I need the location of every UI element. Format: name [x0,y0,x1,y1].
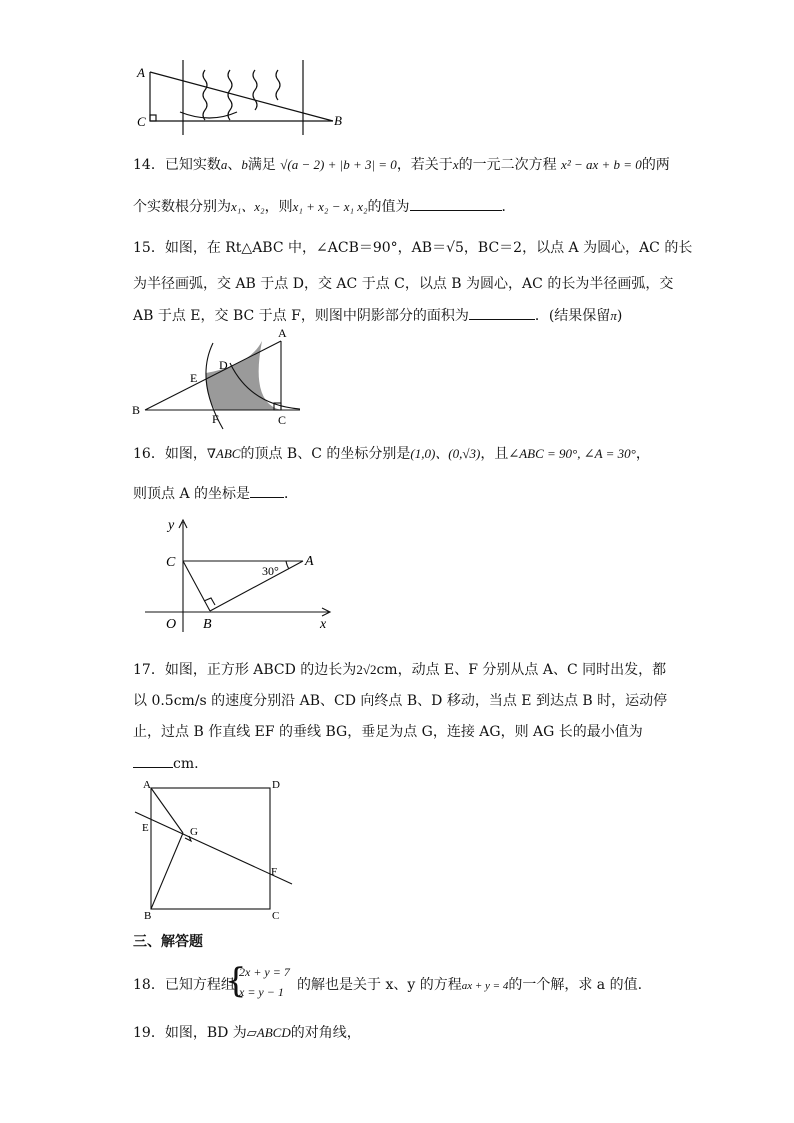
q16-coordinates: (1,0)、(0,√3) [410,446,481,461]
q17-label-d: D [272,779,280,791]
q18-eq1: 2x + y = 7 [239,965,290,979]
q15-label-a: A [278,326,287,340]
q14-line2: 个实数根分别为x₁、x₂，则x₁ + x₂ − x₁ x₂的值为 ． [133,196,516,217]
q16-angle-label: 30° [262,564,279,578]
q16-label-o: O [166,617,177,632]
q17-label-f: F [271,866,278,878]
q17-label-g: G [190,826,198,838]
q15-label-b: B [132,403,141,417]
q15-line2: 为半径画弧，交 AB 于点 D，交 AC 于点 C，以点 B 为圆心，AC 的长为半径画弧，交 [133,276,674,292]
fig13-label-a: A [137,65,145,80]
q16-label-y: y [168,518,175,533]
q17-side-length: 2√2 [356,662,377,677]
q17-label-b: B [144,910,152,922]
q16-label-b: B [203,617,212,632]
q17-label-a: A [143,779,151,791]
q14-condition: √(a − 2) + |b + 3| = 0 [280,157,397,172]
figure-q13 [0,0,794,140]
q15-shaded-region [206,341,281,410]
q14-expression: x₁ + x₂ − x₁ x₂ [292,199,368,214]
fig13-label-b: B [334,113,342,128]
q15-label-e: E [190,371,198,385]
q16-answer-blank[interactable] [250,483,284,498]
q17-answer-blank[interactable] [133,753,173,768]
q17-line1: 17．如图，正方形 ABCD 的边长为2√2cm，动点 E、F 分别从点 A、C 同时出发，都 [133,662,667,678]
q15-answer-blank[interactable] [469,305,535,320]
q16-angles: ∠ABC = 90°, ∠A = 30° [508,446,636,461]
q17-label-c: C [272,910,280,922]
q14-equation: x² − ax + b = 0 [561,157,642,172]
q15-label-c: C [278,413,287,427]
q16-line1: 16．如图，∇ABC的顶点 B、C 的坐标分别是(1,0)、(0,√3)，且∠ABC = 90°, ∠A = 30°， [133,446,650,462]
figure-q16 [0,512,794,642]
q18-line: 18．已知方程组 [133,977,235,993]
q19-line: 19．如图，BD 为▱ABCD的对角线， [133,1025,361,1041]
q18-line-rest: 的解也是关于 x、y 的方程ax + y = 4的一个解，求 a 的值. [297,977,643,993]
q17-label-e: E [142,822,149,834]
q16-line2: 则顶点 A 的坐标是 ． [133,483,298,504]
q15-line1: 15．如图，在 Rt△ABC 中，∠ACB＝90°，AB＝√5，BC＝2，以点 A 为圆心，AC 的长 [133,240,693,256]
fig13-label-c: C [137,114,146,129]
q17-line3: 止，过点 B 作直线 EF 的垂线 BG，垂足为点 G，连接 AG，则 AG 长的最小值为 [133,724,643,740]
q14-line1: 14．已知实数a、b满足 √(a − 2) + |b + 3| = 0，若关于x的一元二次方程 x² − ax + b = 0的两 [133,157,670,173]
q17-line2: 以 0.5cm/s 的速度分别沿 AB、CD 向终点 B、D 移动，当点 E 到达点 B 时，运动停 [133,693,668,709]
q15-line3: AB 于点 E，交 BC 于点 F，则图中阴影部分的面积为 ．(结果保留π) [133,305,622,326]
q18-eq2: x = y − 1 [239,985,284,999]
q17-line4: cm. [133,753,199,774]
figure-q17 [0,775,794,925]
q16-label-x: x [320,617,327,632]
q15-label-d: D [219,358,228,372]
q14-answer-blank[interactable] [410,196,502,211]
q18-eq3: ax + y = 4 [461,980,509,992]
q16-label-c: C [166,555,176,570]
q16-label-a: A [305,554,314,569]
q15-label-f: F [212,412,219,426]
brace-icon: { [225,961,247,1001]
figure-q15 [0,325,794,435]
section-heading-solutions: 三、解答题 [133,934,203,950]
